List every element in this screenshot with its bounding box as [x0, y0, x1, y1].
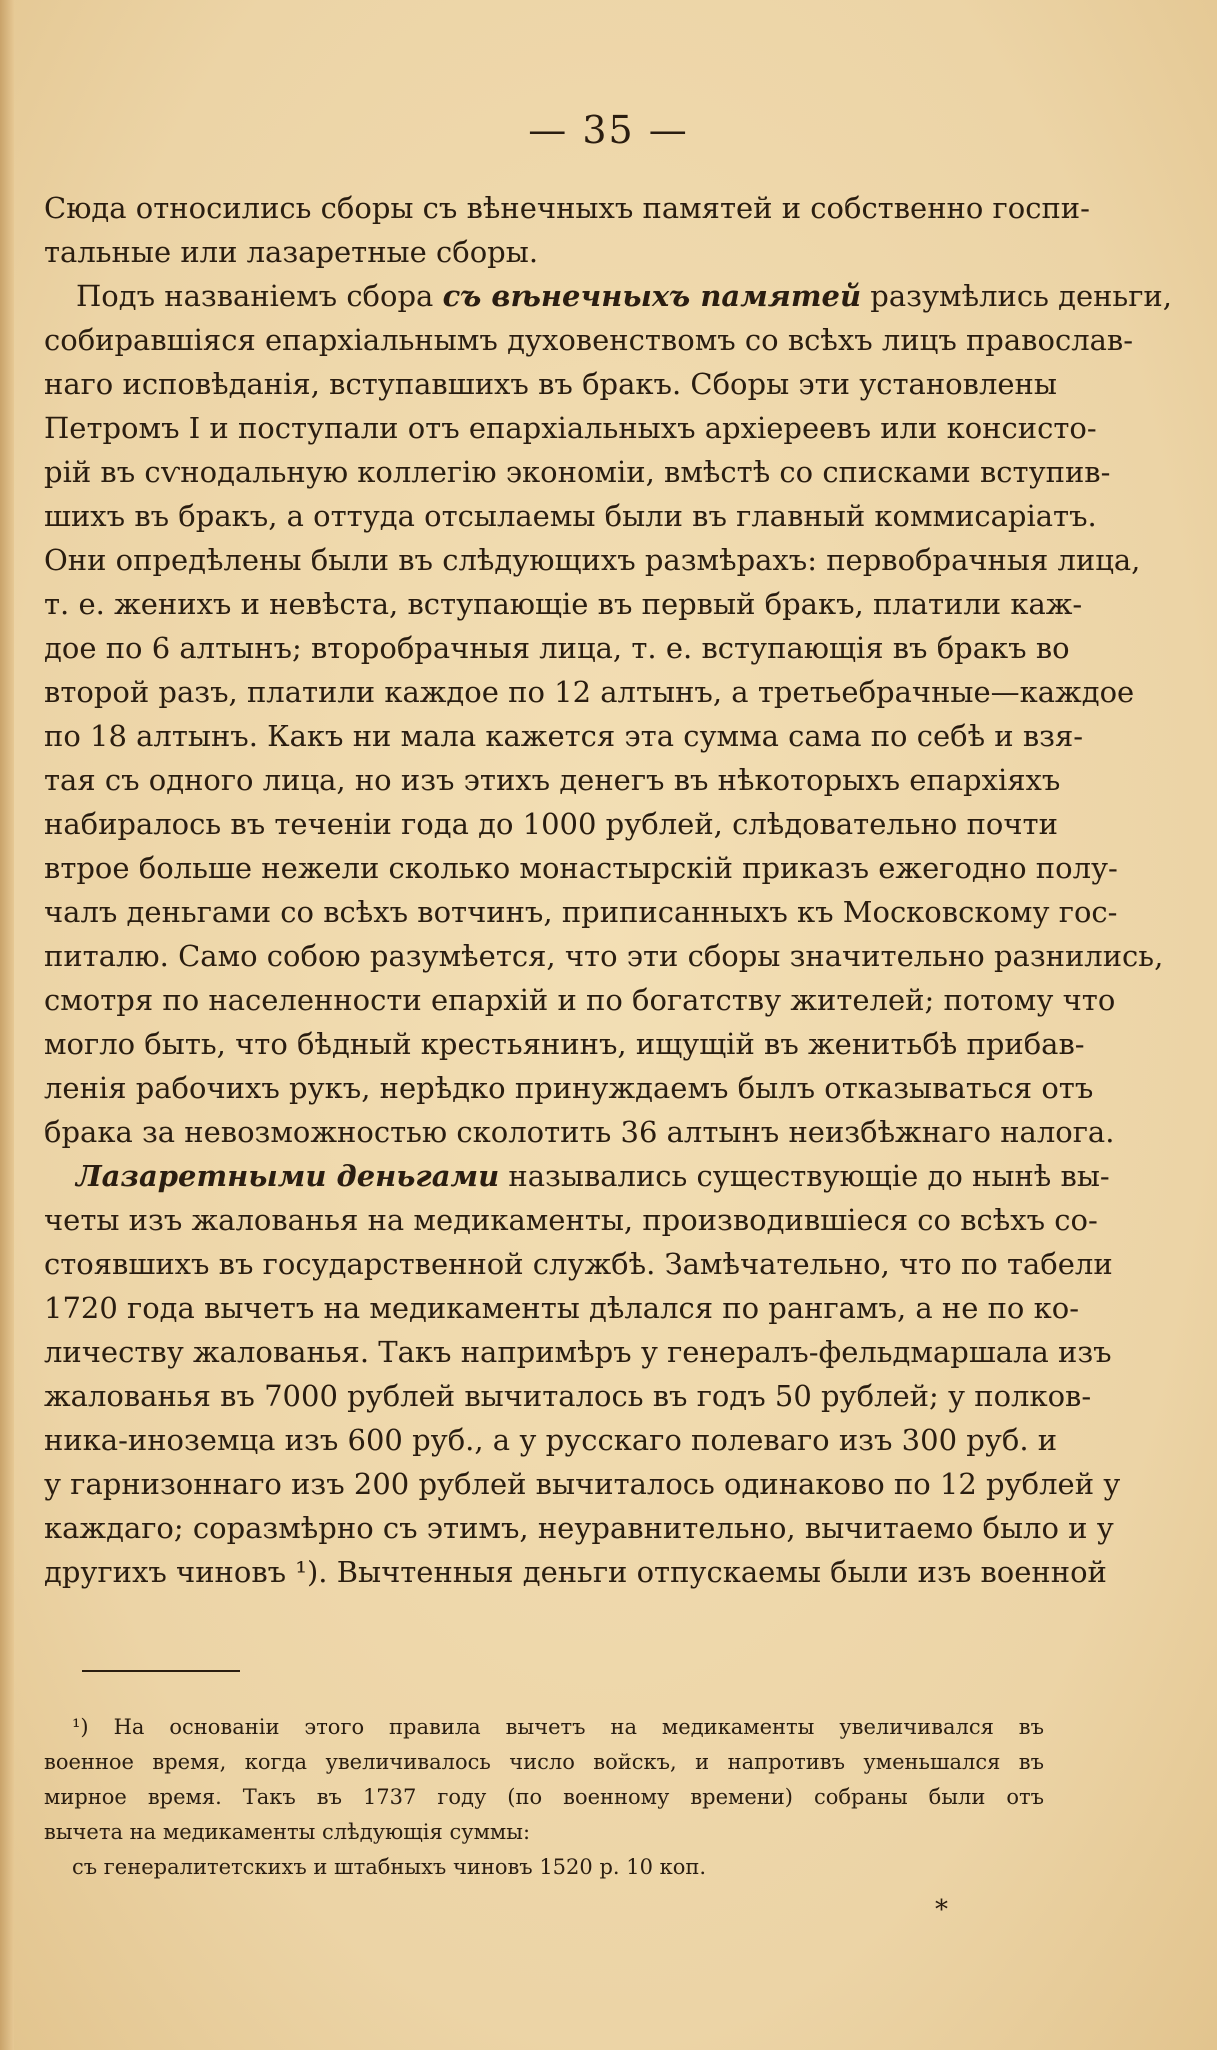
text-line: ленія рабочихъ рукъ, нерѣдко принуждаемъ былъ отказываться отъ	[44, 1071, 1094, 1105]
text-line: дое по 6 алтынъ; второбрачныя лица, т. е. вступающія въ бракъ во	[44, 631, 1070, 665]
text-line: тая съ одного лица, но изъ этихъ денегъ въ нѣкоторыхъ епархіяхъ	[44, 763, 1061, 797]
text-line: могло быть, что бѣдный крестьянинъ, ищущій въ женитьбѣ прибав-	[44, 1027, 1085, 1061]
text-line: втрое больше нежели сколько монастырскій приказъ ежегодно полу-	[44, 851, 1118, 885]
text-line: Подъ названіемъ сбора съ вѣнечныхъ памятей разумѣлись деньги,	[76, 279, 1172, 313]
text-line: тальные или лазаретные сборы.	[44, 235, 539, 269]
text-line: Сюда относились сборы съ вѣнечныхъ памятей и собственно госпи-	[44, 191, 1090, 225]
text-line: жалованья въ 7000 рублей вычиталось въ годъ 50 рублей; у полков-	[44, 1379, 1092, 1413]
footnote-line: съ генералитетскихъ и штабныхъ чиновъ 1520 р. 10 коп.	[72, 1855, 707, 1879]
footnote-line: ¹) На основаніи этого правила вычетъ на медикаменты увеличивался въ	[72, 1715, 1044, 1739]
text-line: брака за невозможностью сколотить 36 алтынъ неизбѣжнаго налога.	[44, 1115, 1115, 1149]
text-line: второй разъ, платили каждое по 12 алтынъ, а третьебрачные—каждое	[44, 675, 1135, 709]
text-line: Лазаретными деньгами назывались существующіе до нынѣ вы-	[76, 1159, 1110, 1193]
text-line: смотря по населенности епархій и по богатству жителей; потому что	[44, 983, 1116, 1017]
page-number: — 35 —	[528, 108, 689, 152]
emphasis-term: Лазаретными деньгами	[76, 1159, 500, 1193]
footnote	[44, 1710, 1044, 1885]
text-line: чалъ деньгами со всѣхъ вотчинъ, приписанныхъ къ Московскому гос-	[44, 895, 1118, 929]
text-line: четы изъ жалованья на медикаменты, производившіеся со всѣхъ со-	[44, 1203, 1098, 1237]
text-line: 1720 года вычетъ на медикаменты дѣлался по рангамъ, а не по ко-	[44, 1291, 1079, 1325]
footnote-line: военное время, когда увеличивалось число войскъ, и напротивъ уменьшался въ	[44, 1750, 1044, 1774]
text-line: рій въ сѵнодальную коллегію экономіи, вмѣстѣ со списками вступив-	[44, 455, 1111, 489]
text-line: ника-иноземца изъ 600 руб., а у русскаго полеваго изъ 300 руб. и	[44, 1423, 1058, 1457]
page-spine-edge	[0, 0, 14, 2050]
text-line: личеству жалованья. Такъ напримѣръ у генералъ-фельдмаршала изъ	[44, 1335, 1112, 1369]
text-line: каждаго; соразмѣрно съ этимъ, неуравнительно, вычитаемо было и у	[44, 1511, 1114, 1545]
footnote-line: мирное время. Такъ въ 1737 году (по военному времени) собраны были отъ	[44, 1785, 1044, 1809]
text-line: питалю. Само собою разумѣется, что эти сборы значительно разнились,	[44, 939, 1164, 973]
text-line: у гарнизоннаго изъ 200 рублей вычиталось одинаково по 12 рублей у	[44, 1467, 1121, 1501]
footnote-divider	[82, 1670, 240, 1672]
signature-mark: *	[935, 1895, 948, 1925]
text-line: т. е. женихъ и невѣста, вступающіе въ первый бракъ, платили каж-	[44, 587, 1083, 621]
footnote-line: вычета на медикаменты слѣдующія суммы:	[44, 1820, 531, 1844]
emphasis-term: съ вѣнечныхъ памятей	[442, 279, 862, 313]
text-line: Они опредѣлены были въ слѣдующихъ размѣрахъ: первобрачныя лица,	[44, 543, 1141, 577]
main-text	[44, 186, 1172, 1594]
text-line: стоявшихъ въ государственной службѣ. Замѣчательно, что по табели	[44, 1247, 1113, 1281]
text-line: наго исповѣданія, вступавшихъ въ бракъ. Сборы эти установлены	[44, 367, 1057, 401]
text-line: собиравшіяся епархіальнымъ духовенствомъ со всѣхъ лицъ православ-	[44, 323, 1134, 357]
text-line: Петромъ I и поступали отъ епархіальныхъ архіереевъ или консисто-	[44, 411, 1097, 445]
text-line: по 18 алтынъ. Какъ ни мала кажется эта сумма сама по себѣ и взя-	[44, 719, 1084, 753]
text-line: шихъ въ бракъ, а оттуда отсылаемы были въ главный коммисаріатъ.	[44, 499, 1097, 533]
text-line: набиралось въ теченіи года до 1000 рублей, слѣдовательно почти	[44, 807, 1058, 841]
text-line: другихъ чиновъ ¹). Вычтенныя деньги отпускаемы были изъ военной	[44, 1555, 1107, 1589]
